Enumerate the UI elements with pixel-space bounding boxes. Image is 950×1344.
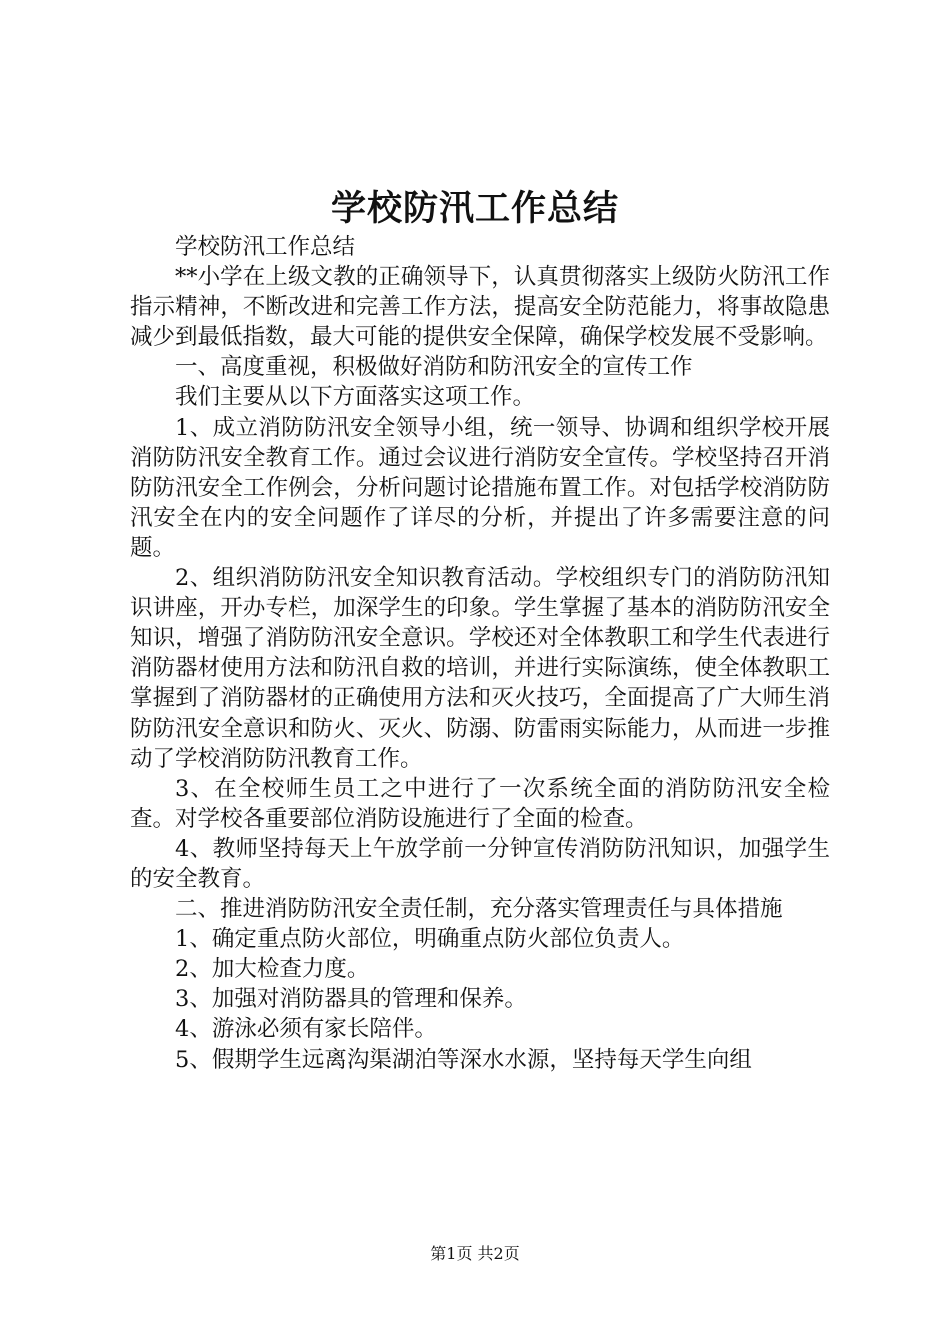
paragraph: 3、在全校师生员工之中进行了一次系统全面的消防防汛安全检查。对学校各重要部位消防设施进行了全面的检查。: [130, 775, 830, 832]
paragraph: 我们主要从以下方面落实这项工作。: [175, 384, 536, 411]
paragraph: 5、假期学生远离沟渠湖泊等深水水源，坚持每天学生向组: [175, 1046, 752, 1073]
paragraph: 4、游泳必须有家长陪伴。: [175, 1016, 437, 1043]
paragraph: 1、确定重点防火部位，明确重点防火部位负责人。: [175, 926, 685, 953]
document-body: [130, 232, 830, 1075]
paragraph: 2、加大检查力度。: [175, 956, 370, 983]
paragraph: 4、教师坚持每天上午放学前一分钟宣传消防防汛知识，加强学生的安全教育。: [130, 835, 830, 892]
paragraph: **小学在上级文教的正确领导下，认真贯彻落实上级防火防汛工作指示精神，不断改进和完善工作方法，提高安全防范能力，将事故隐患减少到最低指数，最大可能的提供安全保障，确保学校发展不受影响。: [130, 264, 830, 351]
page-title: 学校防汛工作总结: [330, 188, 619, 229]
paragraph: 学校防汛工作总结: [175, 234, 356, 260]
paragraph: 1、成立消防防汛安全领导小组，统一领导、协调和组织学校开展消防防汛安全教育工作。通过会议进行消防安全宣传。学校坚持召开消防防汛安全工作例会，分析问题讨论措施布置工作。对包括学校消防防汛安全在内的安全问题作了详尽的分析，并提出了许多需要注意的问题。: [130, 414, 830, 561]
paragraph: 2、组织消防防汛安全知识教育活动。学校组织专门的消防防汛知识讲座，开办专栏，加深学生的印象。学生掌握了基本的消防防汛安全知识，增强了消防防汛安全意识。学校还对全体教职工和学生代表进行消防器材使用方法和防汛自救的培训，并进行实际演练，使全体教职工掌握到了消防器材的正确使用方法和灭火技巧，全面提高了广大师生消防防汛安全意识和防火、灭火、防溺、防雷雨实际能力，从而进一步推动了学校消防防汛教育工作。: [130, 565, 830, 772]
paragraph: 3、加强对消防器具的管理和保养。: [175, 986, 527, 1013]
section-heading: 二、推进消防防汛安全责任制，充分落实管理责任与具体措施: [175, 896, 783, 923]
section-heading: 一、高度重视，积极做好消防和防汛安全的宣传工作: [175, 354, 693, 381]
page-number: 第1页 共2页: [430, 1244, 520, 1263]
